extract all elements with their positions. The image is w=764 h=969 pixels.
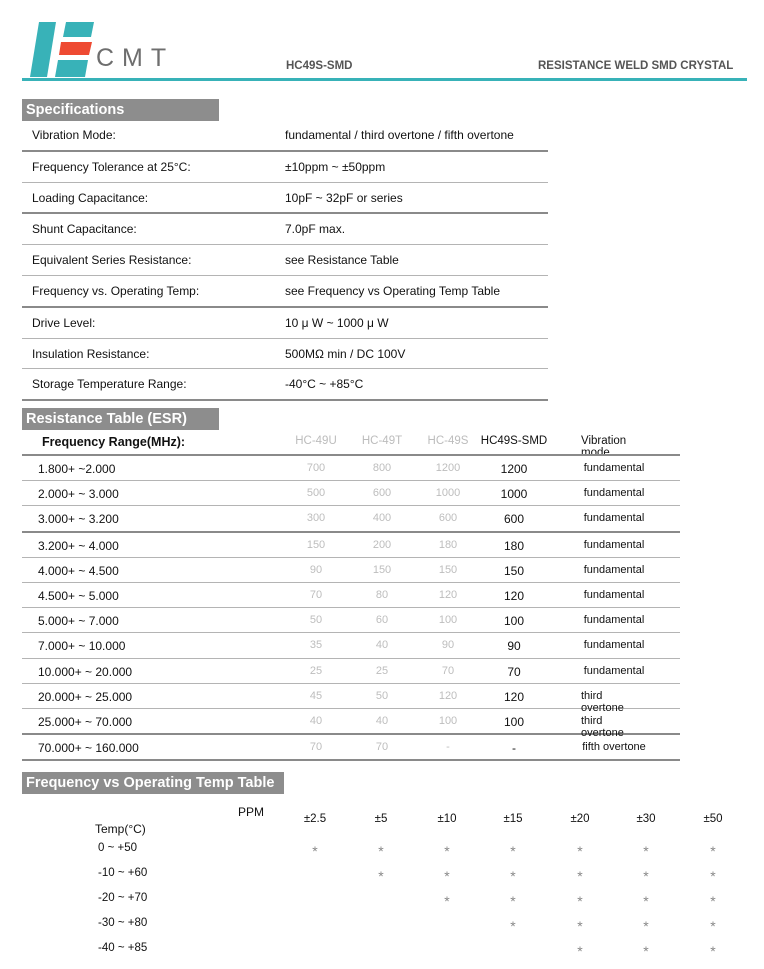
esr-row — [22, 506, 680, 532]
esr-range: 10.000+ ~ 20.000 — [38, 664, 133, 679]
esr-hc49u-value: 50 — [309, 614, 323, 627]
esr-row — [22, 583, 680, 608]
temp-table-heading: Frequency vs Operating Temp Table — [22, 772, 284, 794]
esr-hc49s-value: 100 — [438, 614, 458, 627]
ppm-column-header: ±50 — [703, 813, 723, 825]
spec-label: Frequency vs. Operating Temp: — [32, 283, 200, 298]
availability-mark: * — [510, 868, 516, 884]
esr-hc49t-value: 800 — [372, 462, 392, 474]
temp-label: Temp(°C) — [95, 822, 146, 836]
esr-hc49s-value: 120 — [438, 689, 458, 702]
esr-range: 3.200+ ~ 4.000 — [38, 538, 119, 553]
spec-row — [22, 276, 548, 308]
temp-table — [0, 800, 764, 969]
spec-value: 10pF ~ 32pF or series — [285, 190, 403, 205]
temp-range: -20 ~ +70 — [98, 892, 148, 904]
esr-hc49s-smd-value: 150 — [503, 563, 525, 578]
availability-mark: * — [643, 893, 649, 909]
header-hc49s-smd: HC49S-SMD — [480, 435, 548, 447]
availability-mark: * — [444, 868, 450, 884]
spec-row — [22, 183, 548, 215]
spec-row — [22, 120, 548, 152]
availability-mark: * — [577, 868, 583, 884]
esr-range: 25.000+ ~ 70.000 — [38, 714, 133, 729]
esr-hc49t-value: 400 — [372, 512, 392, 525]
esr-range: 5.000+ ~ 7.000 — [38, 614, 119, 629]
esr-hc49s-smd-value: 600 — [503, 512, 525, 527]
availability-mark: * — [710, 893, 716, 909]
esr-hc49t-value: 600 — [372, 487, 392, 500]
ppm-column-header: ±10 — [437, 813, 457, 825]
header-hc49t: HC-49T — [361, 435, 403, 447]
esr-hc49s-value: 90 — [441, 639, 455, 652]
header-rule — [22, 78, 747, 81]
spec-value: 10 μ W ~ 1000 μ W — [285, 315, 389, 330]
spec-row — [22, 214, 548, 245]
spec-row — [22, 369, 548, 401]
esr-hc49u-value: 45 — [309, 689, 323, 702]
esr-vibration-mode: fundamental — [583, 664, 645, 677]
esr-hc49u-value: 300 — [306, 512, 326, 525]
esr-hc49u-value: 25 — [309, 664, 323, 677]
esr-hc49u-value: 150 — [306, 538, 326, 551]
esr-hc49t-value: 60 — [375, 614, 389, 627]
availability-mark: * — [577, 943, 583, 959]
temp-range: -10 ~ +60 — [98, 867, 148, 879]
esr-hc49s-value: 150 — [438, 563, 458, 576]
specifications-table — [22, 120, 548, 401]
availability-mark: * — [710, 843, 716, 859]
esr-row — [22, 456, 680, 481]
esr-hc49s-smd-value: 100 — [503, 614, 525, 629]
spec-label: Shunt Capacitance: — [32, 222, 137, 237]
esr-vibration-mode: fundamental — [583, 588, 645, 601]
esr-table — [22, 454, 680, 761]
availability-mark: * — [710, 943, 716, 959]
esr-range: 2.000+ ~ 3.000 — [38, 487, 119, 502]
esr-range: 1.800+ ~2.000 — [38, 462, 116, 476]
esr-hc49t-value: 150 — [372, 563, 392, 576]
document-title: RESISTANCE WELD SMD CRYSTAL — [538, 60, 734, 72]
esr-hc49t-value: 40 — [375, 639, 389, 652]
spec-label: Loading Capacitance: — [32, 190, 149, 205]
esr-row — [22, 633, 680, 658]
availability-mark: * — [378, 843, 384, 859]
esr-vibration-mode: fundamental — [583, 563, 645, 576]
esr-row — [22, 481, 680, 506]
esr-header-row — [22, 430, 680, 459]
spec-value: 7.0pF max. — [285, 222, 346, 237]
esr-hc49s-smd-value: 180 — [503, 538, 525, 553]
cmt-logo — [30, 22, 94, 77]
esr-range: 4.500+ ~ 5.000 — [38, 588, 119, 603]
spec-row — [22, 308, 548, 339]
esr-row — [22, 608, 680, 633]
spec-row — [22, 152, 548, 183]
esr-hc49t-value: 80 — [375, 588, 389, 601]
brand-name: CMT — [96, 44, 175, 72]
availability-mark: * — [643, 943, 649, 959]
esr-row — [22, 659, 680, 684]
resistance-table-heading: Resistance Table (ESR) — [22, 408, 219, 430]
spec-label: Vibration Mode: — [32, 128, 116, 142]
esr-hc49u-value: 500 — [306, 487, 326, 500]
esr-hc49s-smd-value: - — [512, 741, 516, 756]
ppm-label: PPM — [238, 805, 265, 819]
esr-hc49t-value: 40 — [375, 714, 389, 727]
esr-hc49s-smd-value: 1000 — [500, 487, 528, 502]
temp-range: -30 ~ +80 — [98, 917, 148, 929]
header-hc49s: HC-49S — [427, 435, 469, 447]
spec-value: see Resistance Table — [285, 253, 399, 268]
availability-mark: * — [710, 918, 716, 934]
esr-vibration-mode: fundamental — [583, 614, 645, 627]
esr-range: 4.000+ ~ 4.500 — [38, 563, 119, 578]
esr-vibration-mode: fundamental — [583, 538, 645, 551]
ppm-column-header: ±2.5 — [303, 813, 327, 825]
esr-hc49u-value: 90 — [309, 563, 323, 576]
esr-hc49s-value: 100 — [438, 714, 458, 727]
esr-hc49t-value: 70 — [375, 741, 389, 754]
availability-mark: * — [577, 843, 583, 859]
availability-mark: * — [577, 918, 583, 934]
esr-hc49s-value: 70 — [441, 664, 455, 677]
spec-row — [22, 339, 548, 370]
availability-mark: * — [710, 868, 716, 884]
spec-label: Frequency Tolerance at 25°C: — [32, 159, 191, 174]
esr-row — [22, 684, 680, 714]
spec-value: 500MΩ min / DC 100V — [285, 346, 406, 361]
temp-range: -40 ~ +85 — [98, 942, 148, 954]
esr-hc49s-value: 180 — [438, 538, 458, 551]
availability-mark: * — [510, 918, 516, 934]
esr-hc49t-value: 50 — [375, 689, 389, 702]
spec-value: see Frequency vs Operating Temp Table — [285, 283, 501, 298]
ppm-column-header: ±15 — [503, 813, 523, 825]
availability-mark: * — [312, 843, 318, 859]
availability-mark: * — [510, 843, 516, 859]
esr-vibration-mode: fundamental — [583, 639, 645, 652]
header-frequency-range: Frequency Range(MHz): — [42, 435, 186, 449]
esr-hc49s-value: 600 — [438, 512, 458, 525]
esr-hc49s-smd-value: 100 — [503, 714, 525, 729]
esr-row — [22, 735, 680, 761]
esr-hc49u-value: 700 — [306, 462, 326, 474]
availability-mark: * — [378, 868, 384, 884]
esr-hc49s-value: 1000 — [435, 487, 461, 500]
availability-mark: * — [444, 843, 450, 859]
spec-value: fundamental / third overtone / fifth overtone — [285, 128, 514, 142]
esr-hc49s-smd-value: 120 — [503, 689, 525, 704]
ppm-column-header: ±20 — [570, 813, 590, 825]
esr-hc49s-smd-value: 70 — [507, 664, 521, 679]
spec-row — [22, 245, 548, 276]
esr-row — [22, 533, 680, 558]
esr-hc49u-value: 70 — [309, 741, 323, 754]
esr-row — [22, 558, 680, 583]
header-vibration-mode: Vibration mode — [581, 435, 627, 459]
esr-hc49u-value: 70 — [309, 588, 323, 601]
esr-vibration-mode: third overtone — [581, 714, 624, 739]
esr-hc49u-value: 35 — [309, 639, 323, 652]
spec-label: Equivalent Series Resistance: — [32, 253, 192, 268]
spec-value: ±10ppm ~ ±50ppm — [285, 159, 386, 174]
availability-mark: * — [643, 843, 649, 859]
ppm-column-header: ±30 — [636, 813, 656, 825]
availability-mark: * — [510, 893, 516, 909]
model-number: HC49S-SMD — [286, 60, 353, 72]
availability-mark: * — [643, 918, 649, 934]
esr-hc49t-value: 25 — [375, 664, 389, 677]
esr-range: 3.000+ ~ 3.200 — [38, 512, 119, 527]
esr-hc49u-value: 40 — [309, 714, 323, 727]
availability-mark: * — [444, 893, 450, 909]
esr-hc49s-value: - — [446, 741, 450, 754]
esr-row — [22, 709, 680, 739]
spec-label: Insulation Resistance: — [32, 346, 150, 361]
esr-range: 7.000+ ~ 10.000 — [38, 639, 126, 654]
temp-range: 0 ~ +50 — [98, 842, 138, 854]
esr-range: 20.000+ ~ 25.000 — [38, 689, 133, 704]
esr-hc49s-smd-value: 90 — [507, 639, 521, 654]
esr-vibration-mode: fundamental — [583, 487, 645, 500]
esr-vibration-mode: fundamental — [583, 462, 645, 474]
esr-range: 70.000+ ~ 160.000 — [38, 741, 139, 756]
spec-value: -40°C ~ +85°C — [285, 377, 364, 392]
esr-hc49t-value: 200 — [372, 538, 392, 551]
esr-hc49s-value: 120 — [438, 588, 458, 601]
availability-mark: * — [643, 868, 649, 884]
esr-vibration-mode: fundamental — [583, 512, 645, 525]
esr-vibration-mode: third overtone — [581, 689, 624, 714]
spec-label: Drive Level: — [32, 315, 96, 330]
esr-hc49s-value: 1200 — [435, 462, 461, 474]
spec-label: Storage Temperature Range: — [32, 377, 187, 392]
esr-vibration-mode: fifth overtone — [582, 741, 646, 754]
esr-hc49s-smd-value: 120 — [503, 588, 525, 603]
ppm-column-header: ±5 — [374, 813, 388, 825]
header-hc49u: HC-49U — [295, 435, 337, 447]
specifications-heading: Specifications — [22, 99, 219, 121]
availability-mark: * — [577, 893, 583, 909]
esr-hc49s-smd-value: 1200 — [500, 462, 528, 476]
